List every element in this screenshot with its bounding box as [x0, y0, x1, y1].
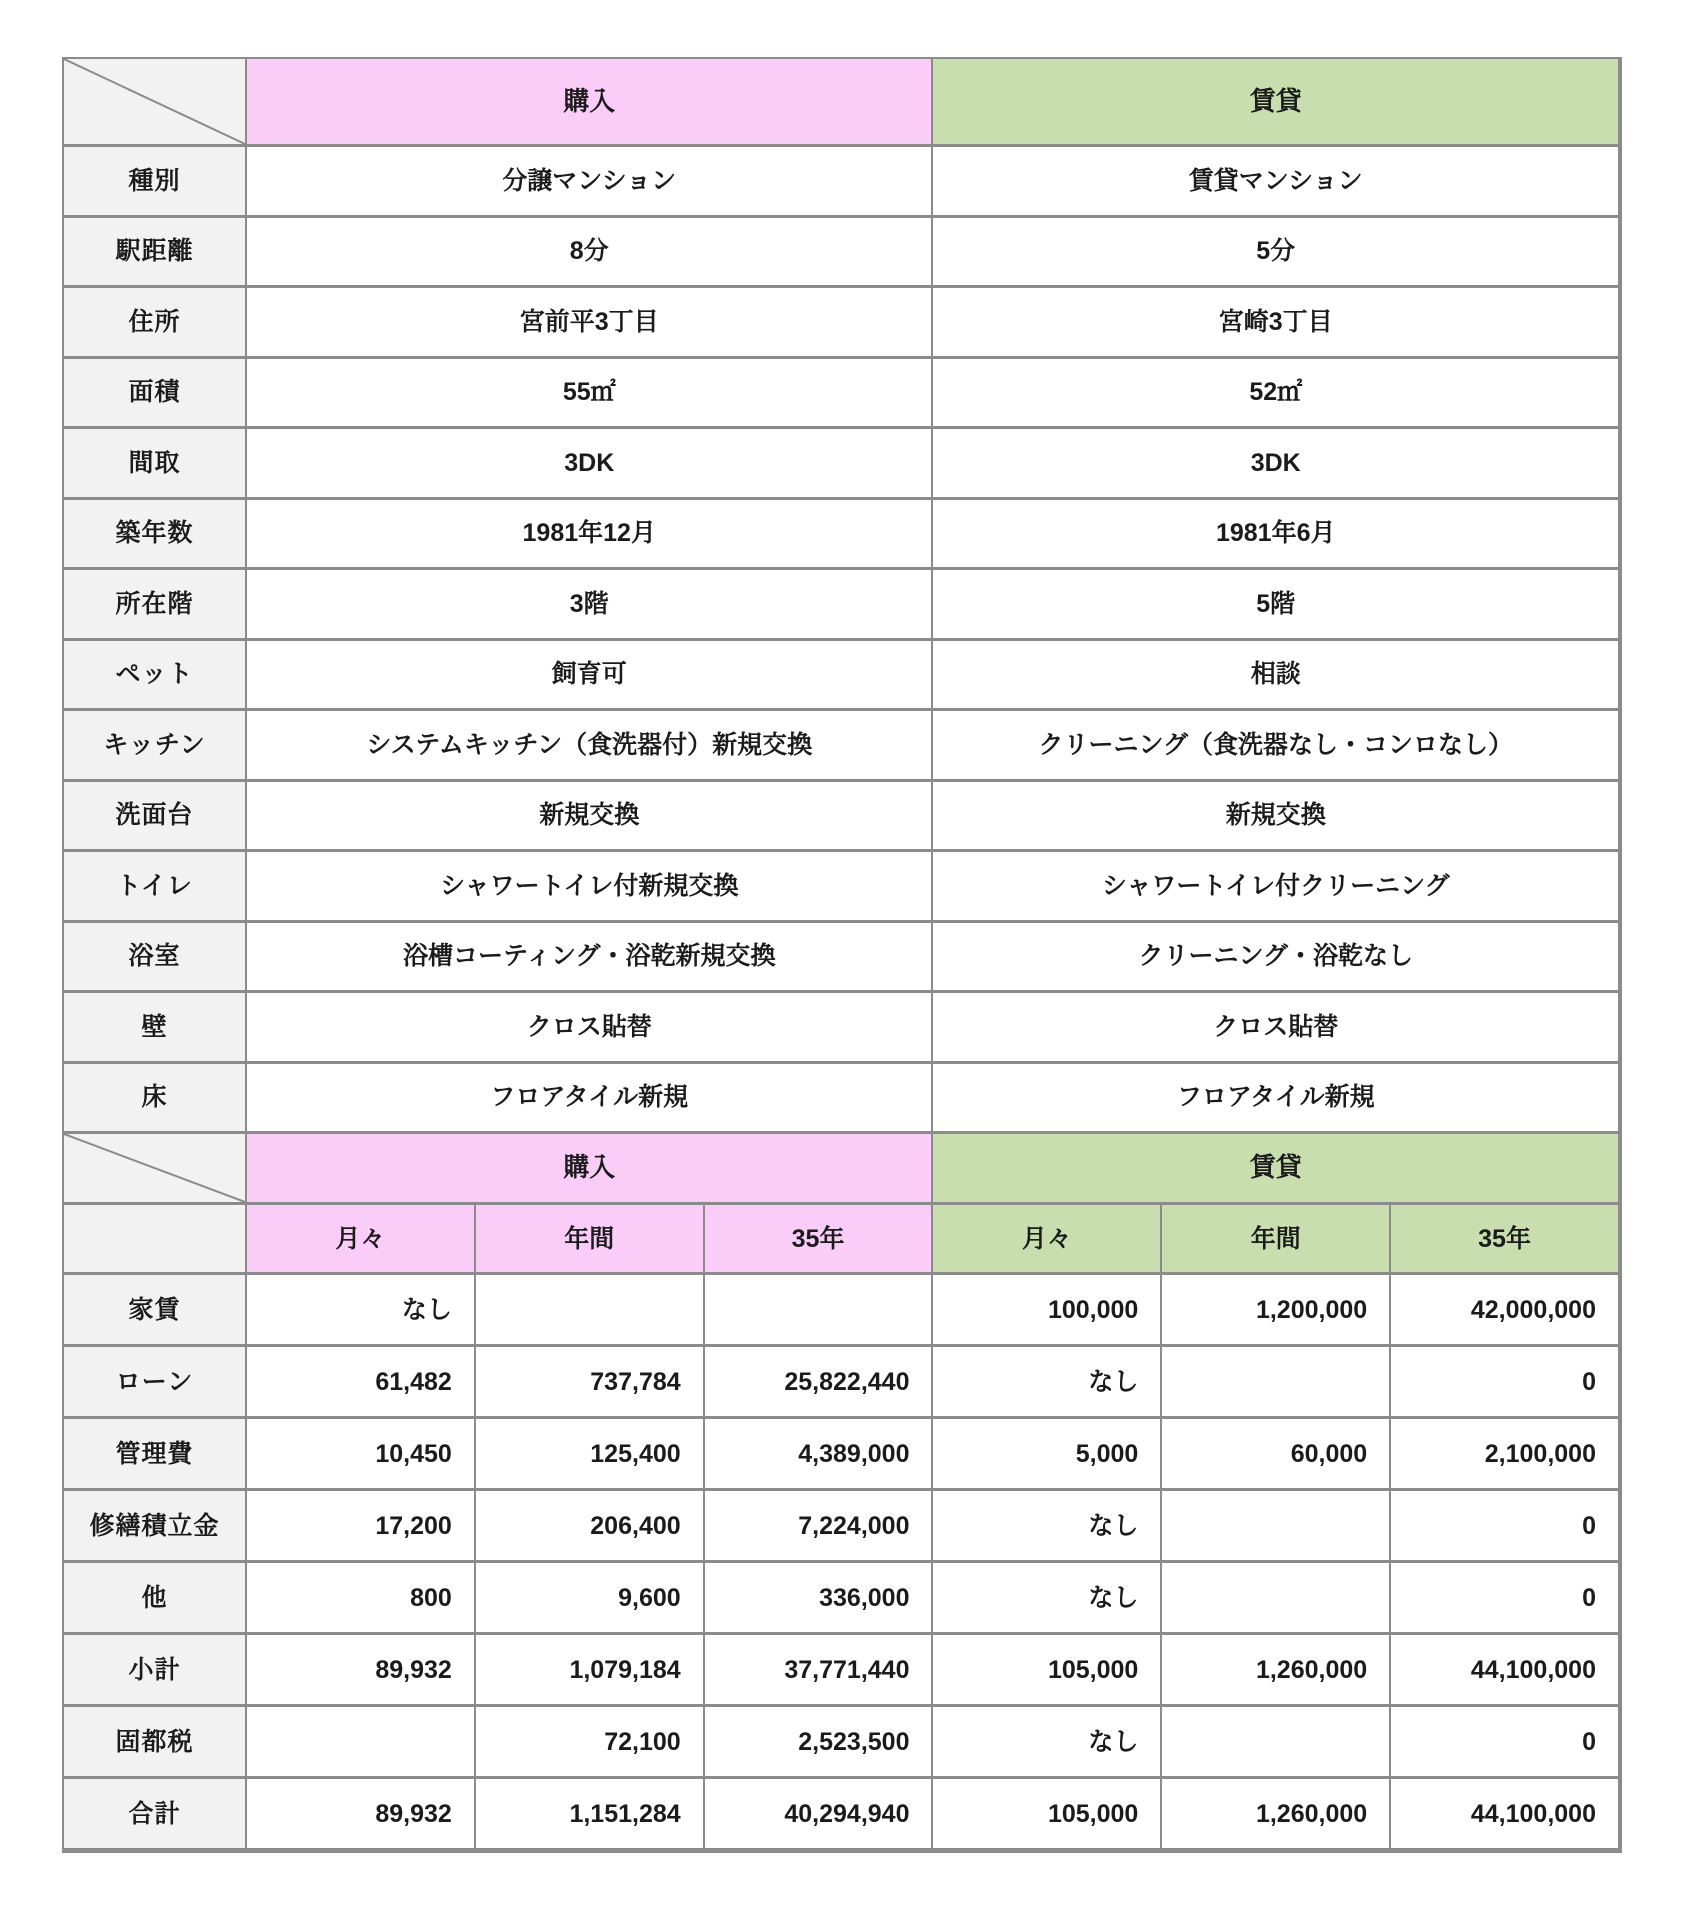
rental-value: 宮崎3丁目 — [933, 288, 1620, 359]
rental-yearly — [1162, 1347, 1391, 1419]
rental-value: 相談 — [933, 641, 1620, 712]
purchase-value: フロアタイル新規 — [247, 1064, 933, 1135]
purchase-yearly: 206,400 — [476, 1491, 705, 1563]
purchase-35years: 336,000 — [705, 1563, 934, 1635]
rental-yearly: 1,260,000 — [1162, 1635, 1391, 1707]
purchase-yearly: 737,784 — [476, 1347, 705, 1419]
rental-monthly: なし — [933, 1491, 1162, 1563]
purchase-35years: 40,294,940 — [705, 1779, 934, 1851]
rental-value: クリーニング・浴乾なし — [933, 923, 1620, 994]
purchase-35years: 2,523,500 — [705, 1707, 934, 1779]
rental-yearly — [1162, 1707, 1391, 1779]
row-label: 他 — [64, 1563, 247, 1635]
rental-35years: 0 — [1391, 1491, 1620, 1563]
rental-monthly: 5,000 — [933, 1419, 1162, 1491]
rental-yearly: 1,260,000 — [1162, 1779, 1391, 1851]
rental-monthly: なし — [933, 1347, 1162, 1419]
row-label: 管理費 — [64, 1419, 247, 1491]
row-label: 小計 — [64, 1635, 247, 1707]
corner-cell — [64, 59, 247, 147]
rental-header: 賃貸 — [933, 1134, 1620, 1205]
row-label: ペット — [64, 641, 247, 712]
rental-35years: 44,100,000 — [1391, 1635, 1620, 1707]
purchase-monthly: 17,200 — [247, 1491, 476, 1563]
row-label: トイレ — [64, 852, 247, 923]
rental-value: クリーニング（食洗器なし・コンロなし） — [933, 711, 1620, 782]
purchase-header: 購入 — [247, 59, 933, 147]
purchase-35years: 4,389,000 — [705, 1419, 934, 1491]
purchase-value: 新規交換 — [247, 782, 933, 853]
rental-monthly: 105,000 — [933, 1779, 1162, 1851]
row-label: 修繕積立金 — [64, 1491, 247, 1563]
purchase-yearly: 9,600 — [476, 1563, 705, 1635]
purchase-yearly: 125,400 — [476, 1419, 705, 1491]
rental-header: 賃貸 — [933, 59, 1620, 147]
corner-cell — [64, 1134, 247, 1205]
purchase-subheader-35years: 35年 — [705, 1205, 934, 1275]
purchase-monthly: 800 — [247, 1563, 476, 1635]
rental-35years: 44,100,000 — [1391, 1779, 1620, 1851]
purchase-35years — [705, 1275, 934, 1347]
row-label: 床 — [64, 1064, 247, 1135]
row-label: キッチン — [64, 711, 247, 782]
purchase-35years: 37,771,440 — [705, 1635, 934, 1707]
row-label: 壁 — [64, 993, 247, 1064]
purchase-yearly: 72,100 — [476, 1707, 705, 1779]
rental-value: 1981年6月 — [933, 500, 1620, 571]
rental-35years: 0 — [1391, 1563, 1620, 1635]
purchase-header: 購入 — [247, 1134, 933, 1205]
rental-monthly: なし — [933, 1563, 1162, 1635]
purchase-35years: 7,224,000 — [705, 1491, 934, 1563]
rental-monthly: 100,000 — [933, 1275, 1162, 1347]
purchase-value: 3階 — [247, 570, 933, 641]
rental-subheader-35years: 35年 — [1391, 1205, 1620, 1275]
row-label: 合計 — [64, 1779, 247, 1851]
rental-value: 3DK — [933, 429, 1620, 500]
row-label: ローン — [64, 1347, 247, 1419]
rental-value: クロス貼替 — [933, 993, 1620, 1064]
purchase-monthly: 89,932 — [247, 1779, 476, 1851]
row-label: 浴室 — [64, 923, 247, 994]
row-label: 住所 — [64, 288, 247, 359]
purchase-value: 55㎡ — [247, 359, 933, 430]
rental-yearly — [1162, 1491, 1391, 1563]
rental-yearly: 60,000 — [1162, 1419, 1391, 1491]
rental-value: 5分 — [933, 218, 1620, 289]
rental-value: 52㎡ — [933, 359, 1620, 430]
purchase-value: 1981年12月 — [247, 500, 933, 571]
purchase-monthly: なし — [247, 1275, 476, 1347]
rental-value: 賃貸マンション — [933, 147, 1620, 218]
purchase-subheader-yearly: 年間 — [476, 1205, 705, 1275]
purchase-value: 3DK — [247, 429, 933, 500]
purchase-monthly: 61,482 — [247, 1347, 476, 1419]
row-label: 家賃 — [64, 1275, 247, 1347]
purchase-value: 飼育可 — [247, 641, 933, 712]
purchase-value: シャワートイレ付新規交換 — [247, 852, 933, 923]
purchase-value: システムキッチン（食洗器付）新規交換 — [247, 711, 933, 782]
rental-value: フロアタイル新規 — [933, 1064, 1620, 1135]
row-label: 築年数 — [64, 500, 247, 571]
rental-35years: 0 — [1391, 1347, 1620, 1419]
row-label: 面積 — [64, 359, 247, 430]
purchase-yearly: 1,079,184 — [476, 1635, 705, 1707]
rental-value: 5階 — [933, 570, 1620, 641]
subheader-spacer — [64, 1205, 247, 1275]
purchase-value: クロス貼替 — [247, 993, 933, 1064]
purchase-yearly — [476, 1275, 705, 1347]
purchase-value: 8分 — [247, 218, 933, 289]
purchase-yearly: 1,151,284 — [476, 1779, 705, 1851]
purchase-monthly — [247, 1707, 476, 1779]
row-label: 駅距離 — [64, 218, 247, 289]
diagonal-divider-icon — [64, 59, 245, 144]
row-label: 固都税 — [64, 1707, 247, 1779]
rental-value: 新規交換 — [933, 782, 1620, 853]
purchase-value: 宮前平3丁目 — [247, 288, 933, 359]
rental-yearly: 1,200,000 — [1162, 1275, 1391, 1347]
purchase-monthly: 89,932 — [247, 1635, 476, 1707]
rental-35years: 0 — [1391, 1707, 1620, 1779]
rental-monthly: 105,000 — [933, 1635, 1162, 1707]
rental-monthly: なし — [933, 1707, 1162, 1779]
purchase-vs-rental-comparison-table — [62, 57, 1622, 1853]
rental-yearly — [1162, 1563, 1391, 1635]
diagonal-divider-icon — [64, 1134, 245, 1202]
purchase-monthly: 10,450 — [247, 1419, 476, 1491]
rental-value: シャワートイレ付クリーニング — [933, 852, 1620, 923]
row-label: 間取 — [64, 429, 247, 500]
row-label: 所在階 — [64, 570, 247, 641]
rental-subheader-monthly: 月々 — [933, 1205, 1162, 1275]
purchase-value: 分譲マンション — [247, 147, 933, 218]
rental-35years: 42,000,000 — [1391, 1275, 1620, 1347]
rental-subheader-yearly: 年間 — [1162, 1205, 1391, 1275]
row-label: 種別 — [64, 147, 247, 218]
row-label: 洗面台 — [64, 782, 247, 853]
purchase-value: 浴槽コーティング・浴乾新規交換 — [247, 923, 933, 994]
purchase-subheader-monthly: 月々 — [247, 1205, 476, 1275]
purchase-35years: 25,822,440 — [705, 1347, 934, 1419]
rental-35years: 2,100,000 — [1391, 1419, 1620, 1491]
